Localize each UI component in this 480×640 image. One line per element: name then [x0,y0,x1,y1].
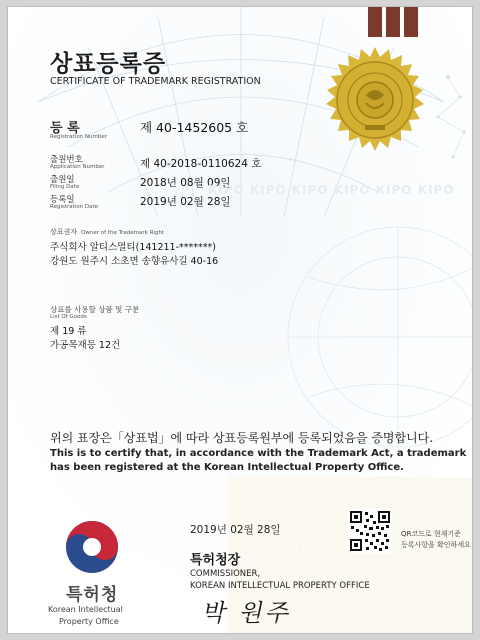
commissioner-office: KOREAN INTELLECTUAL PROPERTY OFFICE [190,581,370,591]
office-name-korean: 특허청장 [190,553,241,568]
gold-seal-icon [320,45,430,155]
registration-label: 등 록 [50,121,80,136]
certification-statement-english-line1: This is to certify that, in accordance with the Trademark Act, a trademark [50,448,467,459]
commissioner-title: COMMISSIONER, [190,569,261,579]
certificate-paper [7,6,473,634]
owner-label: 상표권자 [50,228,78,236]
kipo-logo-icon [64,519,120,575]
owner-address: 강원도 원주시 소초면 송향유사길 40-16 [50,256,219,267]
issue-date: 2019년 02월 28일 [190,524,281,536]
qr-code-icon[interactable] [348,509,392,553]
document-title: 상표등록증 [50,51,167,77]
kipo-logo-name-english-line1: Korean Intellectual [48,605,123,614]
registration-date-label-english: Registration Date [50,204,99,210]
qr-note-line2: 등록사항을 확인하세요 [401,541,471,549]
filing-date-label-english: Filing Date [50,184,80,190]
filing-date: 2018년 08월 09일 [140,177,231,189]
kipo-watermark: KIPO KIPO KIPO KIPO KIPO KIPO [208,183,455,197]
owner-name: 주식회사 알티스멀티(141211-*******) [50,242,216,253]
handwritten-signature: 박 원주 [200,599,296,627]
registration-date: 2019년 02월 28일 [140,196,231,208]
registration-number: 제 40-1452605 호 [140,120,249,135]
document-title-english: CERTIFICATE OF TRADEMARK REGISTRATION [50,76,261,87]
application-label-english: Application Number [50,164,105,170]
goods-label: 상표를 사용할 상품 및 구분 [50,305,140,314]
qr-note-line1: QR코드로 현재기준 [401,530,461,538]
goods-label-english: List Of Goods [50,314,87,320]
registration-label-english: Registration Number [50,134,108,140]
application-number: 제 40-2018-0110624 호 [140,158,262,170]
owner-heading [50,227,164,237]
application-label: 출원번호 [50,155,83,165]
owner-label-english: Owner of the Trademark Right [81,230,165,236]
ribbon-decoration [348,7,438,37]
certification-statement-korean: 위의 표장은「상표법」에 따라 상표등록원부에 등록되었음을 증명합니다. [50,431,434,445]
kipo-logo-name-korean: 특허청 [66,585,119,605]
registration-date-label: 등록일 [50,195,75,205]
certification-statement-english-line2: has been registered at the Korean Intellectual Property Office. [50,462,404,473]
filing-date-label: 출원일 [50,175,75,185]
goods-class: 제 19 류 [50,326,87,337]
kipo-logo-name-english-line2: Property Office [59,617,119,626]
goods-items: 가공목재등 12건 [50,340,121,351]
